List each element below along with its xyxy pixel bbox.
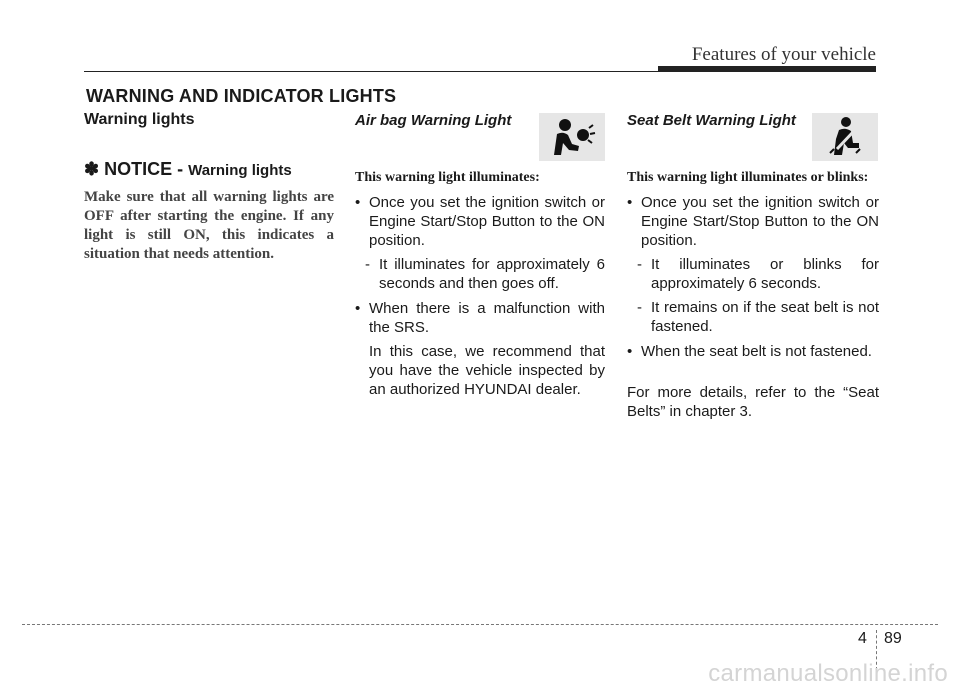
airbag-lead: This warning light illuminates: <box>355 170 540 185</box>
list-item-note: In this case, we recommend that you have the vehicle inspected by an authorized HYUNDAI dealer. <box>369 343 605 398</box>
list-subitem <box>355 255 605 293</box>
running-header: Features of your vehicle <box>691 44 876 65</box>
bullet-icon: • <box>355 300 361 317</box>
dash-icon: - <box>637 299 642 316</box>
list-item <box>627 342 879 361</box>
list-item-text: Once you set the ignition switch or Engine Start/Stop Button to the ON position. <box>641 194 879 249</box>
airbag-heading: Air bag Warning Light <box>355 112 512 129</box>
notice-title <box>84 158 334 182</box>
seat-belt-warning-icon <box>812 113 878 161</box>
header-rule-accent <box>658 66 876 72</box>
list-subitem-text: It illuminates for approximately 6 seconds and then goes off. <box>379 256 605 292</box>
list-item <box>627 193 879 250</box>
list-item <box>355 193 605 250</box>
seatbelt-lead: This warning light illuminates or blinks: <box>627 170 869 185</box>
list-subitem <box>627 298 879 336</box>
footer-rule <box>22 624 938 625</box>
warning-lights-heading: Warning lights <box>84 111 195 128</box>
chapter-number: 4 <box>858 630 867 647</box>
list-subitem-text: It remains on if the seat belt is not fastened. <box>651 299 879 335</box>
dash-icon: - <box>365 256 370 273</box>
list-item-text: Once you set the ignition switch or Engine Start/Stop Button to the ON position. <box>369 194 605 249</box>
section-title: WARNING AND INDICATOR LIGHTS <box>86 86 397 106</box>
seatbelt-heading: Seat Belt Warning Light <box>627 112 796 129</box>
header-rule <box>84 71 734 72</box>
notice-body: Make sure that all warning lights are OFF after starting the engine. If any light is still ON, this indicates a situation that needs attention. <box>84 189 334 262</box>
notice-subtitle: Warning lights <box>188 162 292 179</box>
page-number: 89 <box>884 630 902 647</box>
list-subitem <box>627 255 879 293</box>
list-item <box>355 299 605 337</box>
more-details: For more details, refer to the “Seat Belts” in chapter 3. <box>627 384 879 420</box>
airbag-warning-icon <box>539 113 605 161</box>
bullet-icon: • <box>355 194 361 211</box>
notice-label: NOTICE - <box>104 159 189 179</box>
bullet-icon: • <box>627 343 633 360</box>
bullet-icon: • <box>627 194 633 211</box>
list-subitem-text: It illuminates or blinks for approximately 6 seconds. <box>651 256 879 292</box>
notice-symbol: ✽ <box>84 159 100 179</box>
watermark: carmanualsonline.info <box>708 660 948 687</box>
column-warning-lights <box>84 112 334 264</box>
dash-icon: - <box>637 256 642 273</box>
list-item-text: When there is a malfunction with the SRS. <box>369 300 605 336</box>
list-item-text: When the seat belt is not fastened. <box>641 343 872 360</box>
